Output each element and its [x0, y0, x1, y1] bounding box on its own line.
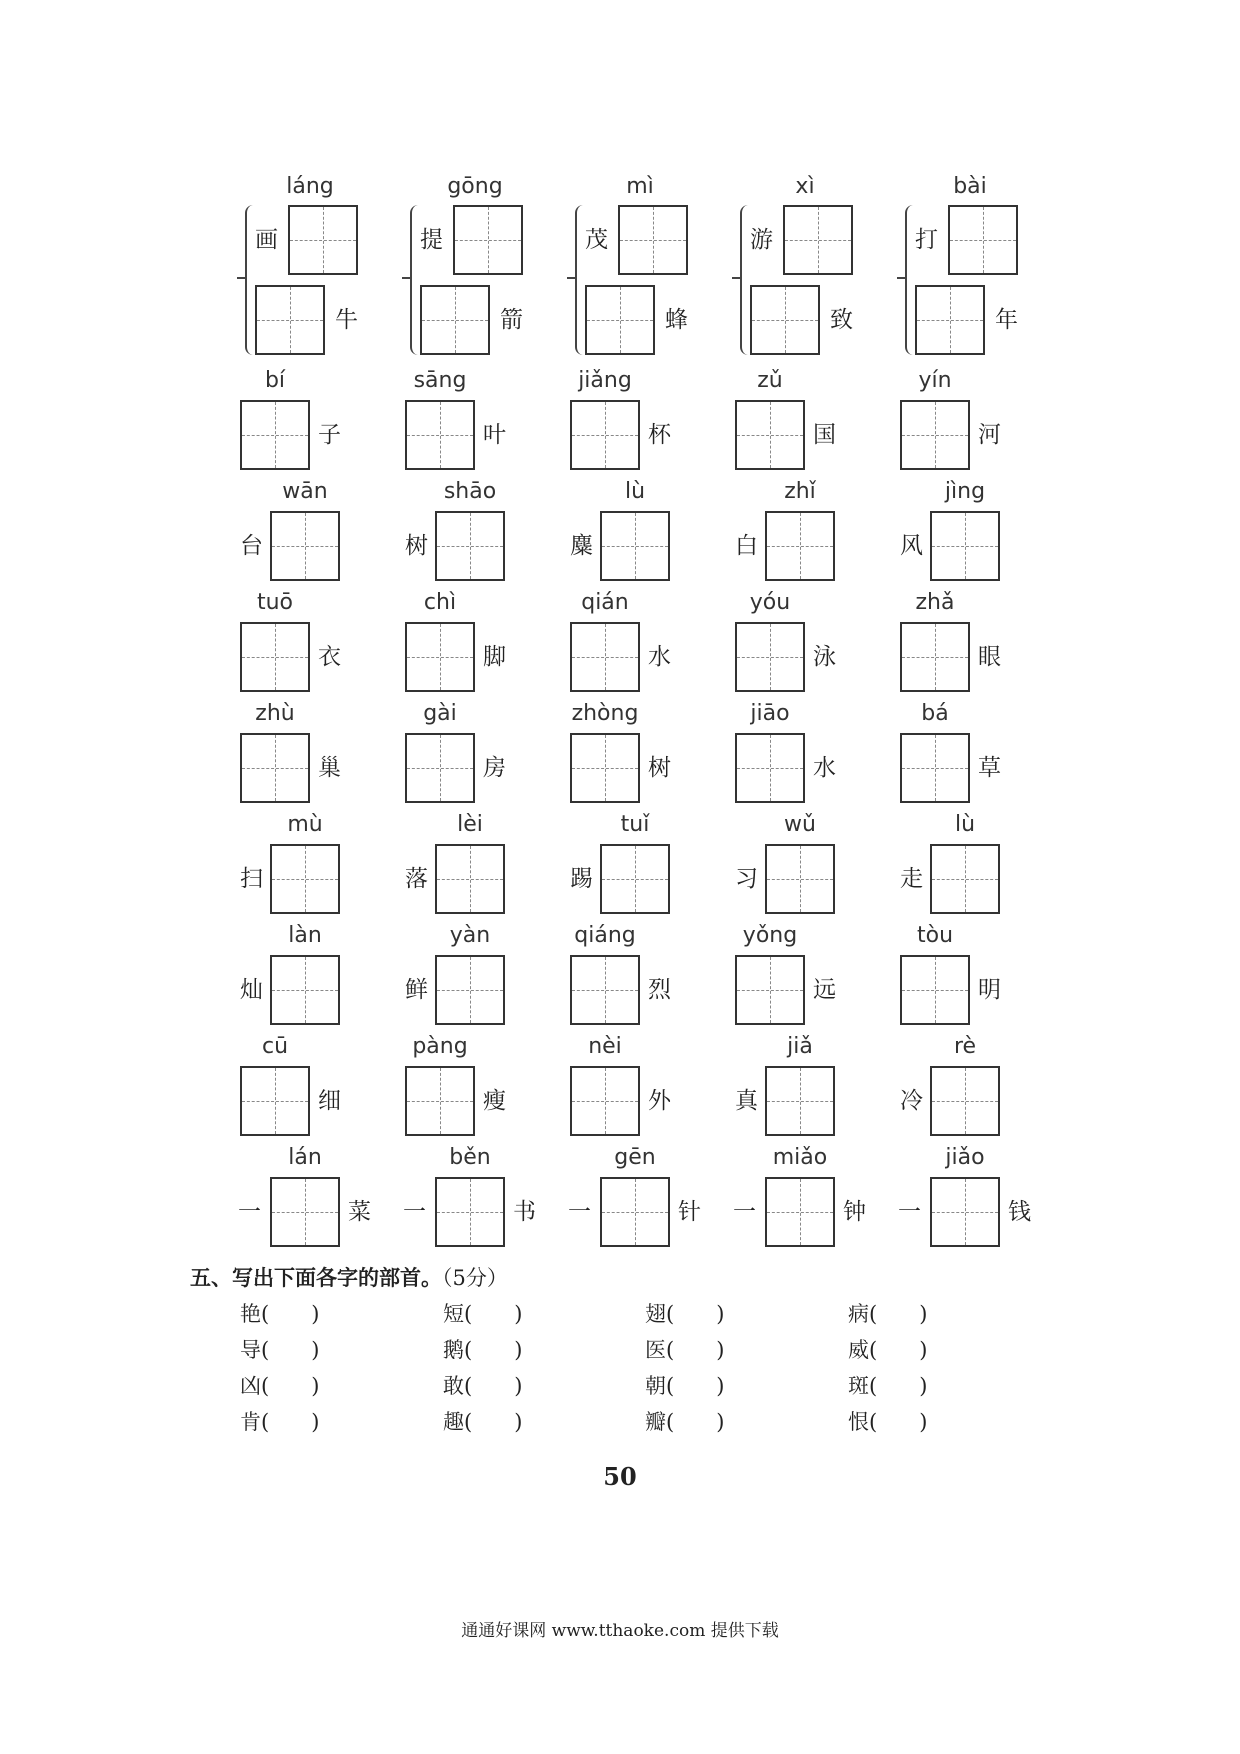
pinyin-label: rè: [953, 1034, 977, 1059]
section5-title: 五、写出下面各字的部首。（5分）: [190, 1265, 508, 1290]
writing-box[interactable]: [405, 1066, 475, 1136]
pinyin-label: yàn: [449, 923, 491, 948]
writing-box[interactable]: [570, 1066, 640, 1136]
given-character: 水: [813, 755, 836, 781]
pinyin-label: zhǐ: [784, 479, 816, 504]
given-character: 冷: [900, 1088, 923, 1114]
given-character: 踢: [570, 866, 593, 892]
given-character: 菜: [348, 1199, 371, 1225]
given-character: 鲜: [405, 977, 428, 1003]
pinyin-label: běn: [449, 1145, 491, 1170]
pinyin-label: wǔ: [784, 812, 816, 837]
pinyin-label: zhù: [255, 701, 295, 726]
pinyin-label: zhǎ: [915, 590, 955, 615]
writing-box[interactable]: [405, 622, 475, 692]
pinyin-label: lán: [288, 1145, 322, 1170]
writing-box[interactable]: [600, 511, 670, 581]
writing-box[interactable]: [600, 844, 670, 914]
radical-item[interactable]: 恨( ): [848, 1410, 928, 1434]
writing-box[interactable]: [270, 955, 340, 1025]
writing-box[interactable]: [930, 844, 1000, 914]
radical-item[interactable]: 肯( ): [240, 1410, 320, 1434]
prefix-character: 一: [733, 1199, 756, 1225]
writing-box[interactable]: [435, 1177, 505, 1247]
prefix-character: 一: [238, 1199, 261, 1225]
given-character: 钱: [1008, 1199, 1031, 1225]
writing-box[interactable]: [255, 285, 325, 355]
writing-box[interactable]: [435, 511, 505, 581]
writing-box[interactable]: [765, 1177, 835, 1247]
section5-points: （5分）: [442, 1266, 508, 1290]
writing-box[interactable]: [288, 205, 358, 275]
pinyin-label: wān: [282, 479, 328, 504]
writing-box[interactable]: [570, 955, 640, 1025]
pinyin-label: gōng: [447, 174, 503, 199]
given-character: 书: [513, 1199, 536, 1225]
given-character: 衣: [318, 644, 341, 670]
footer-credit: 通通好课网 www.tthaoke.com 提供下载: [461, 1621, 779, 1641]
pinyin-label: jiǎo: [945, 1145, 985, 1170]
pinyin-label: gài: [423, 701, 457, 726]
given-character: 茂: [585, 227, 608, 253]
pinyin-label: xì: [795, 174, 815, 199]
given-character: 习: [735, 866, 758, 892]
writing-box[interactable]: [453, 205, 523, 275]
radical-item[interactable]: 朝( ): [645, 1374, 725, 1398]
writing-box[interactable]: [900, 400, 970, 470]
radical-item[interactable]: 趣( ): [443, 1410, 523, 1434]
pinyin-label: jiǎ: [787, 1034, 813, 1059]
given-character: 叶: [483, 422, 506, 448]
pinyin-label: chì: [423, 590, 457, 615]
pinyin-label: zhòng: [571, 701, 639, 726]
writing-box[interactable]: [765, 511, 835, 581]
radical-item[interactable]: 凶( ): [240, 1374, 320, 1398]
given-character: 巢: [318, 755, 341, 781]
page-number: 50: [603, 1462, 637, 1491]
given-character: 真: [735, 1088, 758, 1114]
given-character: 针: [678, 1199, 701, 1225]
writing-box[interactable]: [420, 285, 490, 355]
writing-box[interactable]: [735, 955, 805, 1025]
given-character: 细: [318, 1088, 341, 1114]
given-character: 眼: [978, 644, 1001, 670]
radical-item[interactable]: 短( ): [443, 1302, 523, 1326]
radical-item[interactable]: 瓣( ): [645, 1410, 725, 1434]
given-character: 树: [648, 755, 671, 781]
given-character: 泳: [813, 644, 836, 670]
writing-box[interactable]: [585, 285, 655, 355]
brace-line: [740, 205, 750, 355]
given-character: 外: [648, 1088, 671, 1114]
brace-line: [905, 205, 915, 355]
writing-box[interactable]: [915, 285, 985, 355]
pinyin-label: lèi: [457, 812, 483, 837]
pinyin-label: jiāo: [750, 701, 790, 726]
given-character: 风: [900, 533, 923, 559]
writing-box[interactable]: [570, 400, 640, 470]
writing-box[interactable]: [618, 205, 688, 275]
given-character: 杯: [648, 422, 671, 448]
prefix-character: 一: [403, 1199, 426, 1225]
pinyin-label: qiáng: [574, 923, 636, 948]
given-character: 走: [900, 866, 923, 892]
writing-box[interactable]: [735, 622, 805, 692]
given-character: 致: [830, 307, 853, 333]
radical-item[interactable]: 敢( ): [443, 1374, 523, 1398]
writing-box[interactable]: [930, 511, 1000, 581]
given-character: 画: [255, 227, 278, 253]
given-character: 瘦: [483, 1088, 506, 1114]
pinyin-label: tòu: [916, 923, 954, 948]
pinyin-label: gēn: [614, 1145, 656, 1170]
pinyin-label: bá: [921, 701, 949, 726]
writing-box[interactable]: [735, 400, 805, 470]
brace-line: [245, 205, 255, 355]
pinyin-label: mì: [626, 174, 654, 199]
pinyin-label: shāo: [443, 479, 497, 504]
pinyin-label: bí: [264, 368, 286, 393]
pinyin-label: yǒng: [742, 923, 798, 948]
given-character: 烈: [648, 977, 671, 1003]
given-character: 台: [240, 533, 263, 559]
writing-box[interactable]: [240, 622, 310, 692]
writing-box[interactable]: [240, 733, 310, 803]
writing-box[interactable]: [900, 622, 970, 692]
pinyin-label: zǔ: [757, 368, 783, 393]
given-character: 箭: [500, 307, 523, 333]
writing-box[interactable]: [270, 511, 340, 581]
pinyin-label: pàng: [412, 1034, 468, 1059]
given-character: 远: [813, 977, 836, 1003]
pinyin-label: jìng: [944, 479, 986, 504]
writing-box[interactable]: [435, 955, 505, 1025]
pinyin-label: tuō: [256, 590, 294, 615]
pinyin-label: sāng: [413, 368, 467, 393]
pinyin-label: cū: [261, 1034, 289, 1059]
radical-item[interactable]: 艳( ): [240, 1302, 320, 1326]
writing-box[interactable]: [750, 285, 820, 355]
brace-line: [410, 205, 420, 355]
pinyin-label: tuǐ: [620, 812, 650, 837]
given-character: 水: [648, 644, 671, 670]
writing-box[interactable]: [570, 622, 640, 692]
given-character: 草: [978, 755, 1001, 781]
pinyin-label: yín: [918, 368, 952, 393]
given-character: 年: [995, 307, 1018, 333]
writing-box[interactable]: [270, 844, 340, 914]
writing-box[interactable]: [270, 1177, 340, 1247]
given-character: 钟: [843, 1199, 866, 1225]
writing-box[interactable]: [405, 733, 475, 803]
pinyin-label: mù: [287, 812, 323, 837]
given-character: 明: [978, 977, 1001, 1003]
pinyin-label: bài: [953, 174, 987, 199]
radical-item[interactable]: 斑( ): [848, 1374, 928, 1398]
pinyin-label: lù: [954, 812, 976, 837]
writing-box[interactable]: [783, 205, 853, 275]
radical-item[interactable]: 医( ): [645, 1338, 725, 1362]
writing-box[interactable]: [765, 844, 835, 914]
pinyin-label: miǎo: [772, 1145, 828, 1170]
pinyin-label: làn: [288, 923, 322, 948]
radical-item[interactable]: 病( ): [848, 1302, 928, 1326]
given-character: 河: [978, 422, 1001, 448]
radical-item[interactable]: 导( ): [240, 1338, 320, 1362]
given-character: 蜂: [665, 307, 688, 333]
writing-box[interactable]: [435, 844, 505, 914]
pinyin-label: láng: [286, 174, 334, 199]
given-character: 提: [420, 227, 443, 253]
writing-box[interactable]: [900, 733, 970, 803]
pinyin-label: jiǎng: [578, 368, 632, 393]
prefix-character: 一: [898, 1199, 921, 1225]
pinyin-label: lù: [624, 479, 646, 504]
writing-box[interactable]: [735, 733, 805, 803]
given-character: 子: [318, 422, 341, 448]
writing-box[interactable]: [930, 1177, 1000, 1247]
writing-box[interactable]: [900, 955, 970, 1025]
given-character: 白: [735, 533, 758, 559]
given-character: 扫: [240, 866, 263, 892]
writing-box[interactable]: [240, 400, 310, 470]
radical-item[interactable]: 威( ): [848, 1338, 928, 1362]
given-character: 房: [483, 755, 506, 781]
given-character: 麋: [570, 533, 593, 559]
pinyin-label: yóu: [749, 590, 791, 615]
given-character: 游: [750, 227, 773, 253]
writing-box[interactable]: [600, 1177, 670, 1247]
given-character: 脚: [483, 644, 506, 670]
radical-item[interactable]: 鹅( ): [443, 1338, 523, 1362]
writing-box[interactable]: [930, 1066, 1000, 1136]
writing-box[interactable]: [570, 733, 640, 803]
given-character: 落: [405, 866, 428, 892]
given-character: 打: [915, 227, 938, 253]
given-character: 灿: [240, 977, 263, 1003]
given-character: 国: [813, 422, 836, 448]
writing-box[interactable]: [240, 1066, 310, 1136]
pinyin-label: nèi: [588, 1034, 622, 1059]
pinyin-label: qián: [581, 590, 629, 615]
brace-line: [575, 205, 585, 355]
given-character: 牛: [335, 307, 358, 333]
radical-item[interactable]: 翅( ): [645, 1302, 725, 1326]
given-character: 树: [405, 533, 428, 559]
writing-box[interactable]: [948, 205, 1018, 275]
prefix-character: 一: [568, 1199, 591, 1225]
writing-box[interactable]: [765, 1066, 835, 1136]
writing-box[interactable]: [405, 400, 475, 470]
